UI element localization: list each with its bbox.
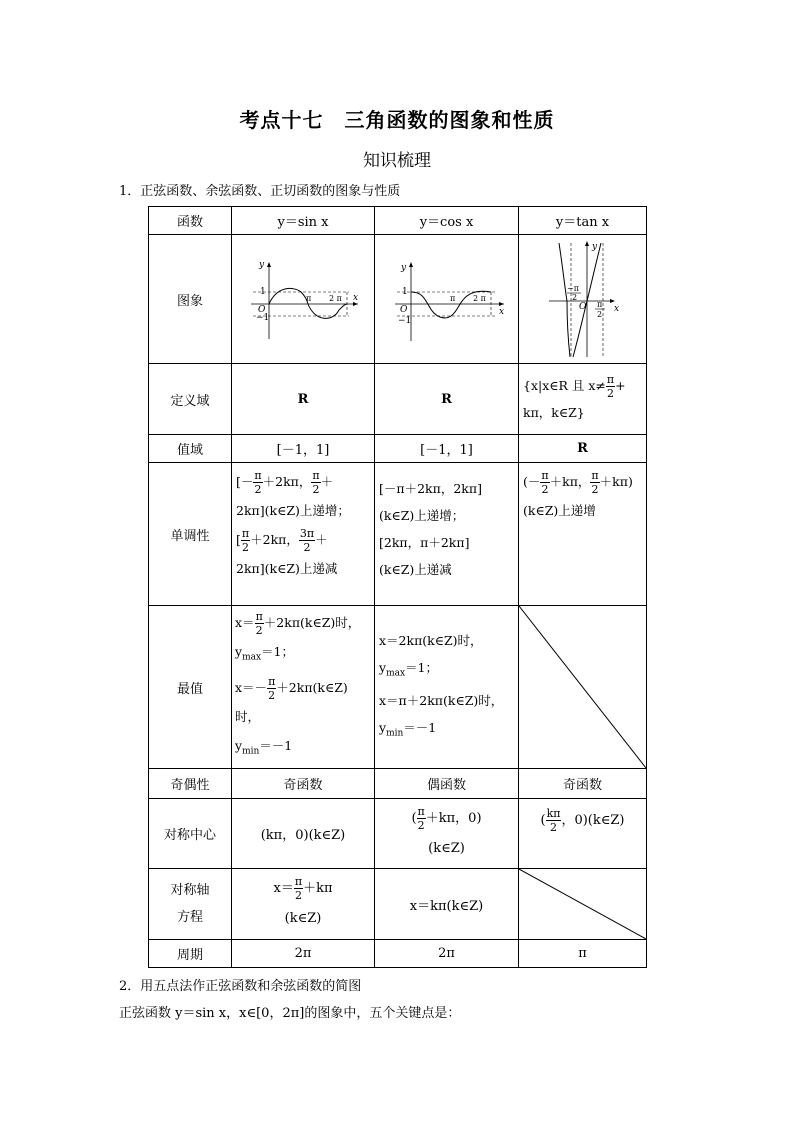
ext-sin-3b: ＋2kπ(k∈Z)时， [235, 679, 348, 724]
mono-cos-4: (k∈Z)上递减 [379, 562, 452, 577]
frac-num: π [294, 875, 303, 888]
ext-cos-4sub: min [386, 728, 404, 739]
header-row [149, 207, 647, 235]
tan-graph [523, 239, 643, 359]
tan-graph-two: 2 [597, 310, 603, 319]
frac-pi-2 [241, 527, 250, 554]
header-sin: y＝sin x [232, 207, 375, 235]
tan-graph-x: x [614, 304, 620, 314]
header-label: 函数 [149, 207, 232, 235]
ext-cos-2b: ＝1； [405, 659, 438, 675]
frac-pi-2 [267, 675, 276, 702]
cos-graph-one: 1 [401, 287, 408, 297]
section-1-heading: 1．正弦函数、余弦函数、正切函数的图象与性质 [119, 184, 401, 199]
frac-den: 2 [303, 541, 311, 554]
domain-row [149, 364, 647, 435]
center-cos-c: (k∈Z) [428, 840, 465, 856]
frac-pi-2 [540, 469, 549, 496]
extreme-tan-empty [519, 606, 647, 769]
mono-cos-3: [2kπ，π＋2kπ] [379, 535, 470, 550]
range-row [149, 435, 647, 463]
axis-sin [232, 869, 375, 940]
frac-num: π [541, 469, 549, 482]
ext-cos-4b: ＝－1 [403, 720, 437, 735]
monotonicity-cos [375, 463, 519, 606]
parity-label: 奇偶性 [149, 769, 232, 799]
sin-graph-one: 1 [260, 287, 266, 297]
cos-graph-2pi: 2 π [472, 294, 486, 303]
frac-num: π [268, 674, 276, 688]
ext-sin-4a: y [235, 737, 243, 753]
frac-den: 2 [541, 483, 549, 496]
monotonicity-sin [232, 463, 375, 606]
tan-graph-origin: O [579, 302, 587, 312]
center-cos-a: ( [411, 810, 417, 826]
frac-den: 2 [417, 818, 425, 832]
extreme-label: 最值 [149, 606, 232, 769]
axis-cos: x＝kπ(k∈Z) [375, 869, 519, 940]
diagonal-line [519, 606, 646, 768]
properties-table [148, 206, 647, 968]
axis-label-2: 方程 [176, 910, 203, 925]
cos-graph-cell [375, 235, 519, 364]
frac-num: π [417, 804, 425, 818]
frac-den: 2 [255, 624, 263, 637]
ext-cos-2sub: max [386, 668, 406, 678]
center-cos-b: ＋kπ，0) [425, 810, 482, 826]
ext-cos-3: x＝π＋2kπ(k∈Z)时， [379, 693, 504, 708]
center-tan [519, 799, 647, 869]
header-cos: y＝cos x [375, 207, 519, 235]
domain-cos: R [375, 364, 519, 435]
frac-den: 2 [254, 483, 262, 496]
axis-sin-a: x＝ [273, 881, 294, 896]
frac-num: π [312, 469, 320, 482]
range-label: 值域 [149, 435, 232, 463]
frac-num: π [255, 610, 263, 623]
period-label: 周期 [149, 940, 232, 968]
range-cos: [－1，1] [375, 435, 519, 463]
cos-graph-x: x [498, 307, 504, 317]
range-sin: [－1，1] [232, 435, 375, 463]
axis-sin-b: ＋kπ [303, 881, 333, 896]
frac-num: kπ [546, 807, 561, 820]
center-tan-b: ，0)(k∈Z) [561, 813, 625, 828]
ext-sin-2sub: max [242, 652, 262, 663]
mono-cos-1: [－π＋2kπ，2kπ] [379, 481, 482, 496]
sin-graph [243, 254, 363, 344]
image-label: 图象 [149, 235, 232, 364]
axis-sin-c: (k∈Z) [284, 911, 322, 926]
ext-cos-1: x＝2kπ(k∈Z)时， [379, 632, 483, 648]
mono-sin-1a: [－ [236, 474, 254, 489]
period-row [149, 940, 647, 968]
frac-den: 2 [242, 541, 249, 554]
period-sin: 2π [232, 940, 375, 968]
sin-graph-cell [232, 235, 375, 364]
frac-num: π [606, 372, 615, 386]
domain-label: 定义域 [149, 364, 232, 435]
ext-sin-1b: ＋2kπ(k∈Z)时， [263, 615, 361, 630]
frac-den: 2 [607, 386, 615, 400]
cos-graph-pi: π [449, 294, 455, 303]
frac-num: π [254, 469, 262, 482]
extreme-sin [232, 606, 375, 769]
section-2-heading: 2．用五点法作正弦函数和余弦函数的简图 [119, 979, 362, 994]
domain-tan-b: + [615, 377, 626, 393]
mono-tan-1a: (－ [523, 474, 541, 489]
parity-cos: 偶函数 [375, 769, 519, 799]
ext-sin-2a: y [235, 644, 243, 659]
frac-den: 2 [550, 821, 558, 834]
frac-den: 2 [312, 483, 320, 496]
mono-sin-3a: [ [236, 532, 241, 547]
header-tan: y＝tan x [519, 207, 647, 235]
domain-tan-a: {x|x∈R 且 x≠ [523, 377, 606, 393]
mono-tan-1b: ＋kπ， [549, 474, 591, 489]
cos-graph [387, 254, 507, 344]
ext-sin-4sub: min [242, 746, 260, 756]
period-cos: 2π [375, 940, 519, 968]
domain-tan [519, 364, 647, 435]
ext-sin-4b: ＝－1 [259, 737, 293, 753]
monotonicity-row [149, 463, 647, 606]
frac-pi-2 [294, 875, 303, 902]
sin-graph-origin: O [258, 305, 266, 315]
frac-pi-2 [253, 469, 262, 496]
ext-sin-1a: x＝ [235, 615, 255, 630]
cos-graph-y: y [400, 263, 406, 273]
frac-num: π [591, 469, 599, 482]
mono-sin-1b: ＋2kπ， [262, 474, 312, 489]
mono-sin-3b: ＋2kπ， [250, 532, 299, 547]
frac-den: 2 [268, 688, 276, 702]
frac-pi-2 [311, 469, 320, 496]
ext-sin-3a: x＝－ [235, 679, 268, 695]
mono-cos-2: (k∈Z)上递增； [379, 508, 465, 523]
center-cos [375, 799, 519, 869]
frac-pi-2 [590, 469, 599, 496]
monotonicity-tan [519, 463, 647, 606]
frac-3pi-2 [299, 527, 315, 554]
frac-num: π [241, 527, 250, 540]
parity-sin: 奇函数 [232, 769, 375, 799]
frac-den: 2 [294, 889, 302, 902]
mono-sin-4: 2kπ](k∈Z)上递减 [236, 561, 338, 576]
sin-graph-x: x [353, 293, 359, 303]
center-label: 对称中心 [149, 799, 232, 869]
frac-pi-2 [606, 373, 615, 400]
image-row [149, 235, 647, 364]
frac-kpi-2 [546, 807, 562, 834]
period-tan: π [519, 940, 647, 968]
tan-graph-pi: π [597, 300, 603, 309]
ext-sin-2b: ＝1； [261, 644, 294, 659]
extreme-row [149, 606, 647, 769]
parity-tan: 奇函数 [519, 769, 647, 799]
ext-cos-2a: y [379, 659, 387, 675]
frac-pi-2 [417, 805, 426, 832]
mono-sin-3c: ＋ [315, 532, 328, 547]
axis-label-1: 对称轴 [170, 883, 210, 898]
cos-graph-neg-one: −1 [397, 316, 411, 326]
parity-row [149, 769, 647, 799]
mono-tan-1c: ＋kπ) [599, 474, 633, 489]
mono-sin-1c: ＋ [320, 474, 334, 489]
frac-den: 2 [591, 483, 599, 496]
extreme-cos [375, 606, 519, 769]
axis-row [149, 869, 647, 940]
sin-graph-y: y [259, 260, 265, 270]
sin-graph-pi: π [306, 294, 312, 303]
tan-graph-y: y [592, 242, 598, 252]
mono-tan-2: (k∈Z)上递增 [523, 503, 596, 518]
sin-graph-neg-one: −1 [256, 313, 270, 323]
mono-sin-2: 2kπ](k∈Z)上递增； [236, 503, 350, 518]
section-subtitle: 知识梳理 [363, 151, 431, 171]
domain-sin: R [232, 364, 375, 435]
domain-tan-c: kπ，k∈Z} [523, 404, 585, 420]
section-2-text: 正弦函数 y＝sin x，x∈[0，2π]的图象中，五个关键点是： [119, 1006, 461, 1021]
range-tan: R [519, 435, 647, 463]
ext-cos-4a: y [379, 720, 387, 735]
axis-label [149, 869, 232, 940]
diagonal-line [519, 869, 646, 939]
center-tan-a: ( [540, 813, 546, 828]
tan-graph-cell [519, 235, 647, 364]
sin-graph-2pi: 2 π [329, 294, 342, 303]
tan-graph-neg-two: 2 [572, 293, 578, 302]
tan-graph-neg-pi: −π [567, 284, 579, 293]
frac-pi-2 [255, 610, 264, 637]
monotonicity-label: 单调性 [149, 463, 232, 606]
cos-graph-origin: O [399, 305, 407, 315]
center-sin: (kπ，0)(k∈Z) [232, 799, 375, 869]
axis-tan-empty [519, 869, 647, 940]
frac-num: 3π [299, 527, 315, 540]
center-row [149, 799, 647, 869]
page-title: 考点十七 三角函数的图象和性质 [239, 108, 555, 132]
